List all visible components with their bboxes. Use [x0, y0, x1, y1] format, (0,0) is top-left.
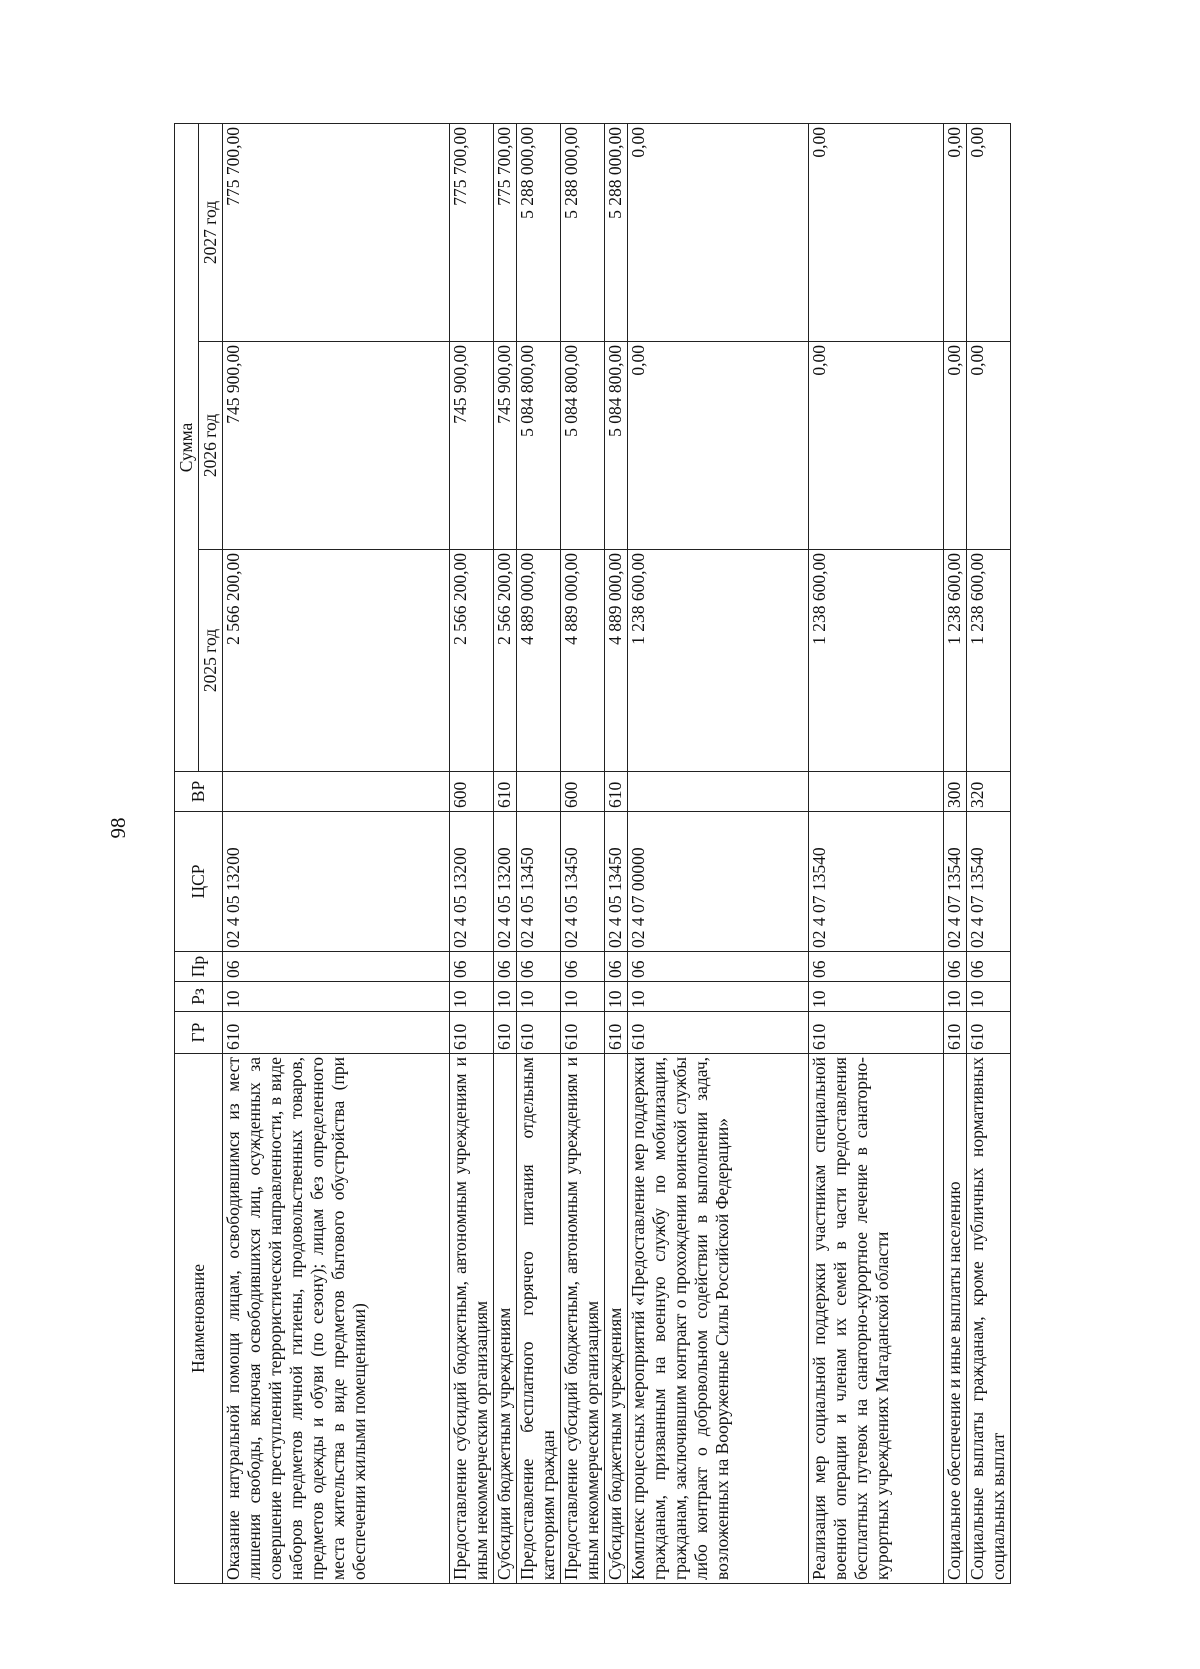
row-sum-2025: 1 238 600,00 [809, 550, 944, 772]
header-year-2026: 2026 год [199, 342, 223, 550]
row-gr: 610 [223, 1012, 450, 1054]
row-rz: 10 [517, 982, 561, 1012]
row-name: Комплекс процессных мероприятий «Предоставление мер поддержки гражданам, призванным на военную службу по мобилизации, гражданам, заключившим контракт о прохождении воинской службы либо контракт о добровольном содействии в выполнении задач, возложенных на Вооруженные Силы Российской Федерации» [628, 1054, 809, 1584]
row-csr: 02 4 07 00000 [628, 812, 809, 952]
row-sum-2025: 1 238 600,00 [967, 550, 1011, 772]
row-sum-2025: 2 566 200,00 [223, 550, 450, 772]
header-year-2027: 2027 год [199, 123, 223, 341]
row-gr: 610 [494, 1012, 517, 1054]
row-name: Оказание натуральной помощи лицам, освободившимся из мест лишения свободы, включая освободившихся лиц, осужденных за совершение преступлений террористической направленности, в виде наборов предметов личной гигиены, продовольственных товаров, предметов одежды и обуви (по сезону); лицам без определенного места жительства в виде предметов бытового обустройства (при обеспечении жилыми помещениями) [223, 1054, 450, 1584]
row-vr: 320 [967, 772, 1011, 812]
row-name: Предоставление субсидий бюджетным, автономным учреждениям и иным некоммерческим организациям [450, 1054, 494, 1584]
row-sum-2026: 0,00 [967, 342, 1011, 550]
row-gr: 610 [517, 1012, 561, 1054]
row-name: Предоставление бесплатного горячего питания отдельным категориям граждан [517, 1054, 561, 1584]
row-sum-2025: 1 238 600,00 [628, 550, 809, 772]
row-rz: 10 [561, 982, 605, 1012]
row-sum-2027: 5 288 000,00 [605, 123, 628, 341]
row-gr: 610 [809, 1012, 944, 1054]
row-csr: 02 4 07 13540 [967, 812, 1011, 952]
row-vr: 300 [944, 772, 967, 812]
row-sum-2026: 745 900,00 [494, 342, 517, 550]
row-sum-2027: 0,00 [944, 123, 967, 341]
row-sum-2025: 2 566 200,00 [450, 550, 494, 772]
row-pr: 06 [944, 952, 967, 982]
row-rz: 10 [223, 982, 450, 1012]
row-vr [809, 772, 944, 812]
header-pr: Пр [175, 952, 223, 982]
row-csr: 02 4 05 13450 [561, 812, 605, 952]
header-rz: Рз [175, 982, 223, 1012]
table-row [450, 123, 494, 1583]
row-rz: 10 [605, 982, 628, 1012]
row-csr: 02 4 05 13450 [517, 812, 561, 952]
row-sum-2025: 4 889 000,00 [561, 550, 605, 772]
page-number: 98 [106, 817, 130, 839]
header-year-2025: 2025 год [199, 550, 223, 772]
row-rz: 10 [944, 982, 967, 1012]
row-pr: 06 [517, 952, 561, 982]
row-rz: 10 [628, 982, 809, 1012]
row-name: Субсидии бюджетным учреждениям [494, 1054, 517, 1584]
table-row [605, 123, 628, 1583]
row-pr: 06 [494, 952, 517, 982]
table-row [223, 123, 450, 1583]
row-pr: 06 [605, 952, 628, 982]
row-sum-2025: 1 238 600,00 [944, 550, 967, 772]
row-gr: 610 [561, 1012, 605, 1054]
row-csr: 02 4 05 13200 [223, 812, 450, 952]
row-name: Предоставление субсидий бюджетным, автономным учреждениям и иным некоммерческим организациям [561, 1054, 605, 1584]
row-gr: 610 [605, 1012, 628, 1054]
row-rz: 10 [809, 982, 944, 1012]
row-vr: 610 [494, 772, 517, 812]
row-sum-2027: 0,00 [809, 123, 944, 341]
rotated-table-container [174, 124, 1114, 1584]
header-sum: Сумма [175, 123, 199, 771]
row-sum-2027: 0,00 [628, 123, 809, 341]
row-csr: 02 4 05 13450 [605, 812, 628, 952]
row-name: Реализация мер социальной поддержки участникам специальной военной операции и членам их семей в части предоставления бесплатных путевок на санаторно-курортное лечение в санаторно-курортных учреждениях Магаданской области [809, 1054, 944, 1584]
table-row [628, 123, 809, 1583]
row-gr: 610 [450, 1012, 494, 1054]
row-sum-2026: 0,00 [944, 342, 967, 550]
row-sum-2027: 0,00 [967, 123, 1011, 341]
row-vr [517, 772, 561, 812]
row-sum-2025: 2 566 200,00 [494, 550, 517, 772]
row-csr: 02 4 07 13540 [944, 812, 967, 952]
row-gr: 610 [628, 1012, 809, 1054]
table-row [967, 123, 1011, 1583]
row-csr: 02 4 05 13200 [494, 812, 517, 952]
row-sum-2026: 745 900,00 [450, 342, 494, 550]
table-row [494, 123, 517, 1583]
row-vr: 600 [450, 772, 494, 812]
header-vr: ВР [175, 772, 223, 812]
row-sum-2026: 0,00 [809, 342, 944, 550]
row-sum-2026: 745 900,00 [223, 342, 450, 550]
row-sum-2025: 4 889 000,00 [605, 550, 628, 772]
table-row [517, 123, 561, 1583]
row-sum-2025: 4 889 000,00 [517, 550, 561, 772]
row-pr: 06 [967, 952, 1011, 982]
header-name: Наименование [175, 1054, 223, 1584]
row-name: Социальные выплаты гражданам, кроме публичных нормативных социальных выплат [967, 1054, 1011, 1584]
header-gr: ГР [175, 1012, 223, 1054]
row-gr: 610 [967, 1012, 1011, 1054]
row-sum-2026: 5 084 800,00 [517, 342, 561, 550]
row-sum-2026: 0,00 [628, 342, 809, 550]
row-rz: 10 [967, 982, 1011, 1012]
table-row [561, 123, 605, 1583]
row-pr: 06 [809, 952, 944, 982]
row-vr [223, 772, 450, 812]
row-vr: 600 [561, 772, 605, 812]
row-pr: 06 [628, 952, 809, 982]
budget-table [174, 123, 1011, 1584]
row-rz: 10 [450, 982, 494, 1012]
row-sum-2027: 5 288 000,00 [517, 123, 561, 341]
header-csr: ЦСР [175, 812, 223, 952]
row-sum-2027: 775 700,00 [494, 123, 517, 341]
row-sum-2026: 5 084 800,00 [605, 342, 628, 550]
row-vr: 610 [605, 772, 628, 812]
row-sum-2027: 775 700,00 [450, 123, 494, 341]
row-pr: 06 [223, 952, 450, 982]
row-csr: 02 4 05 13200 [450, 812, 494, 952]
row-sum-2027: 775 700,00 [223, 123, 450, 341]
row-name: Субсидии бюджетным учреждениям [605, 1054, 628, 1584]
table-row [809, 123, 944, 1583]
row-sum-2027: 5 288 000,00 [561, 123, 605, 341]
row-csr: 02 4 07 13540 [809, 812, 944, 952]
row-gr: 610 [944, 1012, 967, 1054]
table-row [944, 123, 967, 1583]
row-pr: 06 [450, 952, 494, 982]
row-sum-2026: 5 084 800,00 [561, 342, 605, 550]
row-pr: 06 [561, 952, 605, 982]
row-rz: 10 [494, 982, 517, 1012]
row-name: Социальное обеспечение и иные выплаты населению [944, 1054, 967, 1584]
row-vr [628, 772, 809, 812]
